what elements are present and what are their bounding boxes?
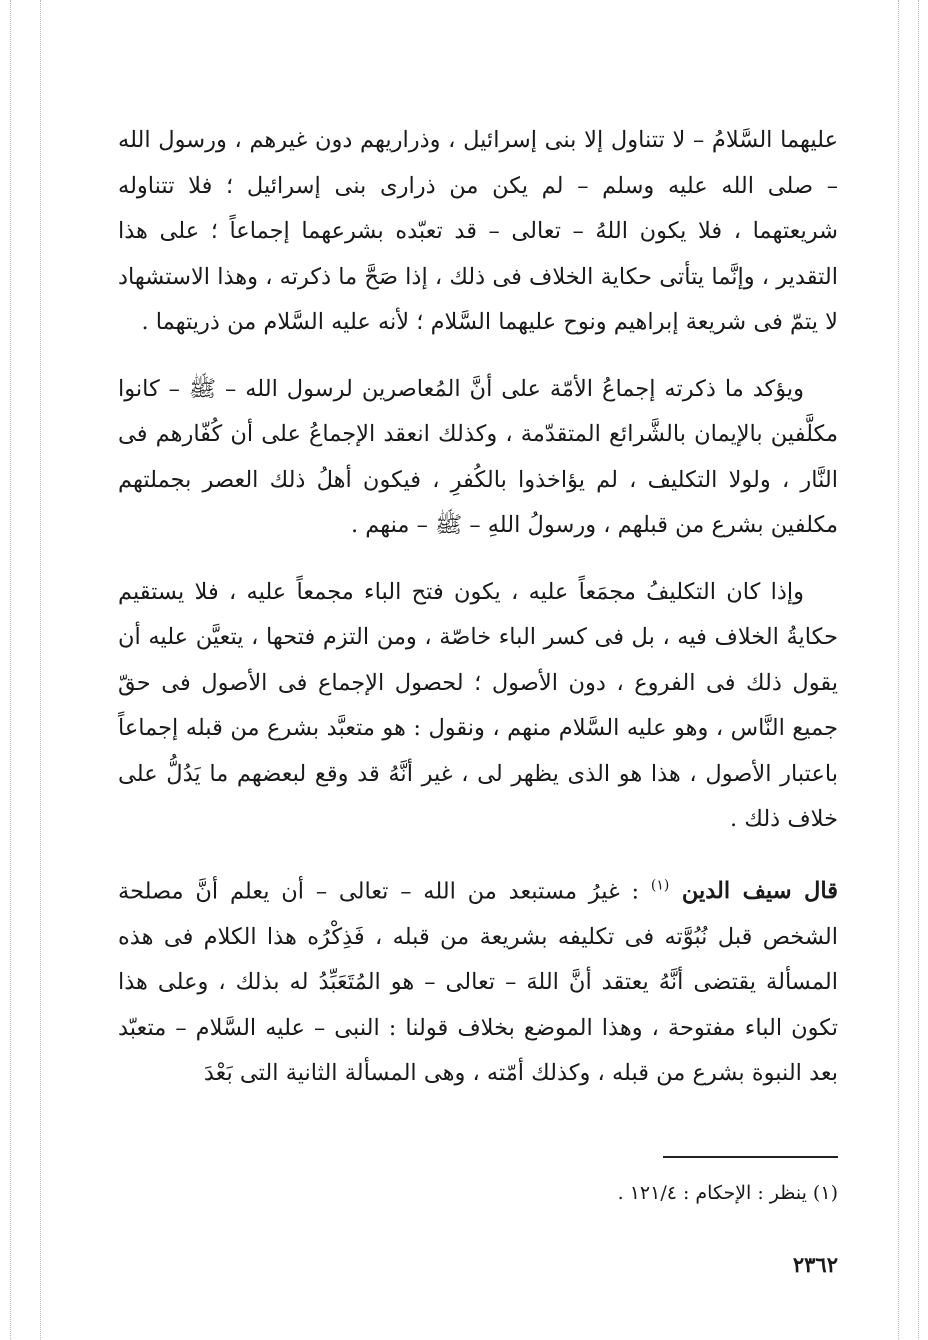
scan-guide-line	[918, 0, 919, 1340]
lead-text: قال سيف الدين	[681, 878, 838, 904]
paragraph-3: وإذا كان التكليفُ مجمَعاً عليه ، يكون فتح الباء مجمعاً عليه ، فلا يستقيم حكايةُ الخلاف فيه ، بل فى كسر الباء خاصّة ، ومن التزم فتحها ، يتعيَّن عليه أن يقول ذلك فى الفروع ، دون الأصول ؛ لحصول الإجماع فى الأصول فى حقّ جميع النَّاس ، وهو عليه السَّلام منهم ، ونقول : هو متعبَّد بشرع من قبله إجماعاً باعتبار الأصول ، هذا هو الذى يظهر لى ، غير أنَّهُ قد وقع لبعضهم ما يَدُلُّ على خلاف ذلك .	[118, 578, 838, 832]
scan-guide-line	[898, 0, 899, 1340]
footnote: (١) ينظر : الإحكام : ١٢١/٤ .	[617, 1182, 838, 1204]
paragraph-1: عليهما السَّلامُ – لا تتناول إلا بنى إسرائيل ، وذراريهم دون غيرهم ، ورسول الله – صلى الله عليه وسلم – لم يكن من ذرارى بنى إسرائيل ؛ فلا تتناوله شريعتهما ، فلا يكون اللهُ – تعالى – قد تعبّده بشرعهما إجماعاً ؛ على هذا التقدير ، وإنَّما يتأتى حكاية الخلاف فى ذلك ، إذا صَحَّ ما ذكرته ، وهذا الاستشهاد لا يتمّ فى شريعة إبراهيم ونوح عليهما السَّلام ؛ لأنه عليه السَّلام من ذريتهما .	[118, 127, 838, 335]
footnote-reference: (١)	[650, 877, 670, 894]
scan-guide-line	[10, 0, 11, 1340]
paragraph-4	[118, 864, 838, 1097]
paragraph-2: ويؤكد ما ذكرته إجماعُ الأمّة على أنَّ المُعاصرين لرسول الله – ﷺ – كانوا مكلَّفين بالإيمان بالشَّرائع المتقدّمة ، وكذلك انعقد الإجماعُ على أن كُفّارهم فى النَّار ، ولولا التكليف ، لم يؤاخذوا بالكُفرِ ، فيكون أهلُ ذلك العصر بجملتهم مكلفين بشرع من قبلهم ، ورسولُ اللهِ – ﷺ – منهم .	[118, 375, 838, 538]
paragraph-4-text: : غيرُ مستبعد من الله – تعالى – أن يعلم أنَّ مصلحة الشخص قبل نُبُوَّته فى تكليفه بشريعة من قبله ، فَذِكْرُه هذا الكلام فى هذه المسألة يقتضى أنَّهُ يعتقد أنَّ اللهَ – تعالى – هو المُتَعَبِّدُ له بذلك ، وعلى هذا تكون الباء مفتوحة ، وهذا الموضع بخلاف قولنا : النبى – عليه السَّلام – متعبّد بعد النبوة بشرع من قبله ، وكذلك أمّته ، وهى المسألة الثانية التى بَعْدَ	[118, 878, 838, 1086]
scan-guide-line	[40, 0, 41, 1340]
page-number: ٢٣٦٢	[792, 1252, 838, 1277]
main-text-block	[118, 118, 838, 1097]
paragraph-lead	[651, 878, 838, 904]
footnote-separator	[663, 1156, 838, 1158]
